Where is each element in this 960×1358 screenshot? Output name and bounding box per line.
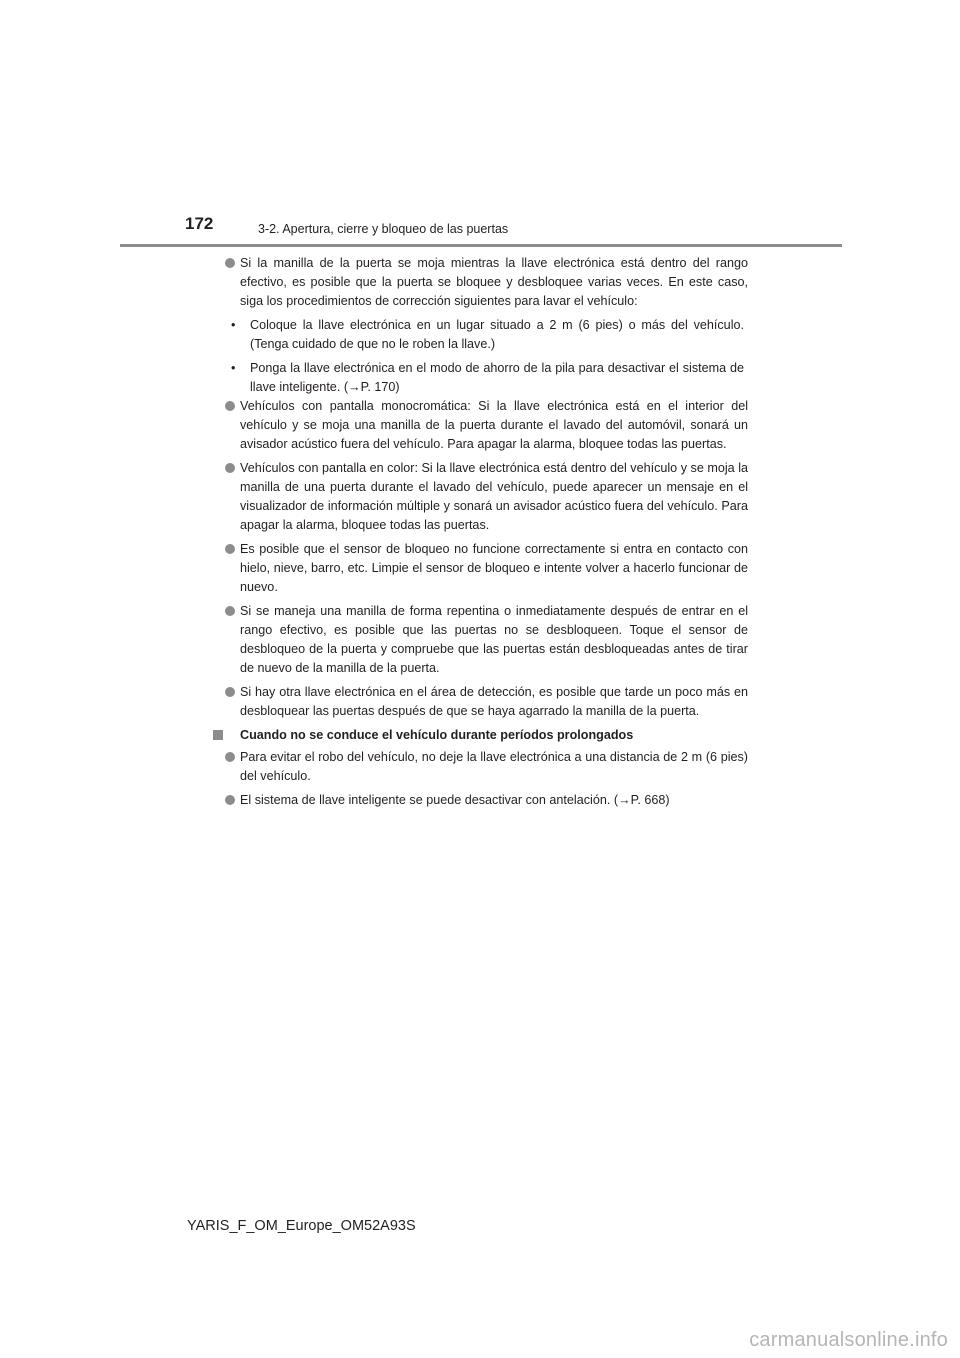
sub-item-text: Coloque la llave electrónica en un lugar situado a 2 m (6 pies) o más del vehículo. (Tenga cuidado de que no le roben la llave.) — [250, 318, 744, 351]
bullet-icon — [225, 795, 235, 805]
bullet-text: Vehículos con pantalla monocromática: Si la llave electrónica está en el interior del vehículo y se moja una manilla de la puerta durante el lavado del automóvil, sonará un avisador acústico fuera del vehículo. Para apagar la alarma, bloquee todas las puertas. — [240, 399, 748, 451]
bullet-icon — [225, 606, 235, 616]
bullet-icon — [225, 752, 235, 762]
bullet-item — [224, 791, 748, 810]
bullet-item — [224, 254, 748, 311]
section-title: 3-2. Apertura, cierre y bloqueo de las puertas — [258, 222, 509, 236]
bullet-text: El sistema de llave inteligente se puede desactivar con antelación. (→P. 668) — [240, 793, 670, 807]
dot-icon: • — [231, 318, 236, 332]
bullet-text: Si la manilla de la puerta se moja mientras la llave electrónica está dentro del rango efectivo, es posible que la puerta se bloquee y desbloquee varias veces. En este caso, siga los procedimientos de corrección siguientes para lavar el vehículo: — [240, 256, 748, 308]
bullet-item — [224, 602, 748, 678]
watermark: carmanualsonline.info — [749, 1329, 948, 1351]
bullet-icon — [225, 258, 235, 268]
page-content — [224, 254, 748, 815]
dot-icon: • — [231, 361, 236, 375]
sub-item — [224, 359, 748, 397]
bullet-text: Es posible que el sensor de bloqueo no funcione correctamente si entra en contacto con hielo, nieve, barro, etc. Limpie el sensor de bloqueo e intente volver a hacerlo funcionar de nuevo. — [240, 542, 748, 594]
bullet-icon — [225, 544, 235, 554]
bullet-item — [224, 748, 748, 786]
bullet-item — [224, 540, 748, 597]
sub-item — [224, 316, 748, 354]
section-heading-text: Cuando no se conduce el vehículo durante períodos prolongados — [240, 728, 634, 742]
bullet-icon — [225, 463, 235, 473]
bullet-text: Vehículos con pantalla en color: Si la llave electrónica está dentro del vehículo y se moja la manilla de una puerta durante el lavado del vehículo, puede aparecer un mensaje en el visualizador de información múltiple y sonará un avisador acústico fuera del vehículo. Para apagar la alarma, bloquee todas las puertas. — [240, 461, 748, 532]
bullet-icon — [225, 687, 235, 697]
sub-item-text: Ponga la llave electrónica en el modo de ahorro de la pila para desactivar el sistema de llave inteligente. (→P. 170) — [250, 361, 744, 394]
document-code: YARIS_F_OM_Europe_OM52A93S — [187, 1218, 416, 1234]
bullet-item — [224, 459, 748, 535]
bullet-item — [224, 397, 748, 454]
bullet-text: Si hay otra llave electrónica en el área de detección, es posible que tarde un poco más en desbloquear las puertas después de que se haya agarrado la manilla de la puerta. — [240, 685, 748, 718]
bullet-icon — [225, 401, 235, 411]
section-heading — [224, 726, 748, 745]
header-divider — [120, 244, 842, 247]
sub-list — [224, 316, 748, 397]
page-number: 172 — [185, 214, 214, 233]
square-bullet-icon — [213, 730, 223, 740]
bullet-item — [224, 683, 748, 721]
bullet-text: Si se maneja una manilla de forma repentina o inmediatamente después de entrar en el rango efectivo, es posible que las puertas no se desbloqueen. Toque el sensor de desbloqueo de la puerta y compruebe que las puertas están desbloqueadas antes de tirar de nuevo de la manilla de la puerta. — [240, 604, 748, 675]
bullet-text: Para evitar el robo del vehículo, no deje la llave electrónica a una distancia de 2 m (6 pies) del vehículo. — [240, 750, 748, 783]
